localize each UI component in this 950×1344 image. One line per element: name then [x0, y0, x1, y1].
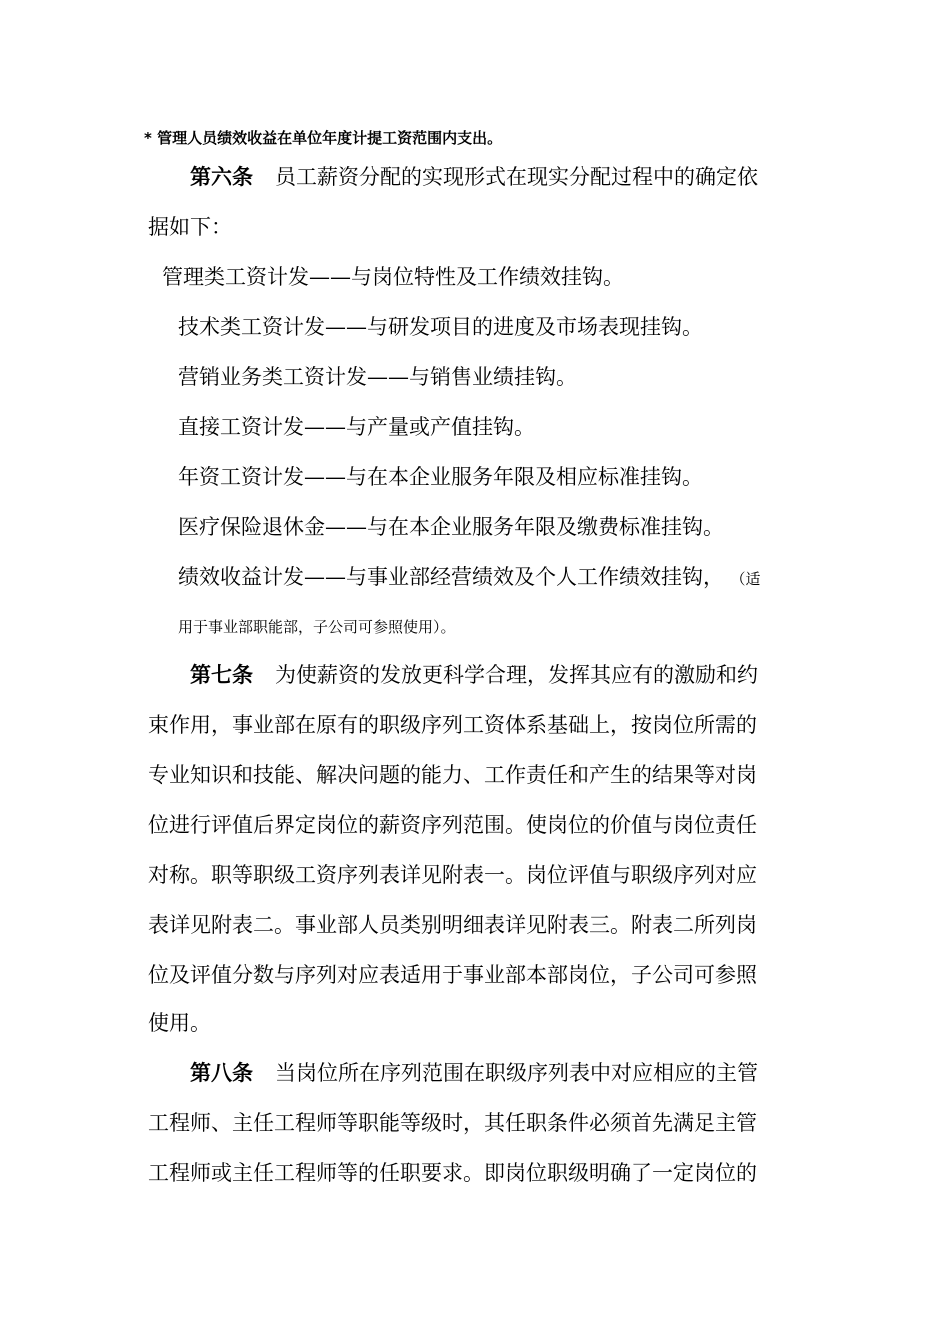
article-7-line: 表详见附表二。事业部人员类别明细表详见附表三。附表二所列岗	[148, 913, 757, 937]
article-8-text: 当岗位所在序列范围在职级序列表中对应相应的主管	[275, 1061, 758, 1085]
performance-note-end: 用于事业部职能部，子公司可参照使用）。	[178, 618, 456, 636]
list-item: 技术类工资计发——与研发项目的进度及市场表现挂钩。	[178, 315, 703, 339]
article-7-line: 专业知识和技能、解决问题的能力、工作责任和产生的结果等对岗	[148, 763, 757, 787]
article-6-first-line	[190, 162, 758, 192]
article-6-label: 第六条	[190, 164, 253, 189]
list-item: 年资工资计发——与在本企业服务年限及相应标准挂钩。	[178, 465, 703, 489]
list-item: 管理类工资计发——与岗位特性及工作绩效挂钩。	[162, 265, 624, 289]
article-6-second-line: 据如下：	[148, 215, 232, 239]
performance-note-start: （适	[738, 570, 761, 588]
article-7-line: 束作用，事业部在原有的职级序列工资体系基础上，按岗位所需的	[148, 713, 757, 737]
article-7-text: 为使薪资的发放更科学合理，发挥其应有的激励和约	[275, 663, 758, 687]
article-7-label: 第七条	[190, 662, 253, 687]
article-8-line: 工程师或主任工程师等的任职要求。即岗位职级明确了一定岗位的	[148, 1161, 757, 1185]
footnote: * 管理人员绩效收益在单位年度计提工资范围内支出。	[144, 129, 503, 147]
article-7-line: 位进行评值后界定岗位的薪资序列范围。使岗位的价值与岗位责任	[148, 813, 757, 837]
list-item: 营销业务类工资计发——与销售业绩挂钩。	[178, 365, 577, 389]
article-6-text: 员工薪资分配的实现形式在现实分配过程中的确定依	[275, 165, 758, 189]
article-8-first-line	[190, 1058, 758, 1088]
article-7-first-line	[190, 660, 758, 690]
article-8-label: 第八条	[190, 1060, 253, 1085]
article-7-line: 对称。职等职级工资序列表详见附表一。岗位评值与职级序列对应	[148, 863, 757, 887]
list-item: 医疗保险退休金——与在本企业服务年限及缴费标准挂钩。	[178, 515, 724, 539]
article-7-line: 位及评值分数与序列对应表适用于事业部本部岗位，子公司可参照	[148, 963, 757, 987]
performance-item	[178, 562, 761, 594]
article-7-line: 使用。	[148, 1011, 211, 1035]
performance-item-text: 绩效收益计发——与事业部经营绩效及个人工作绩效挂钩，	[178, 565, 724, 589]
article-8-line: 工程师、主任工程师等职能等级时，其任职条件必须首先满足主管	[148, 1111, 757, 1135]
list-item: 直接工资计发——与产量或产值挂钩。	[178, 415, 535, 439]
